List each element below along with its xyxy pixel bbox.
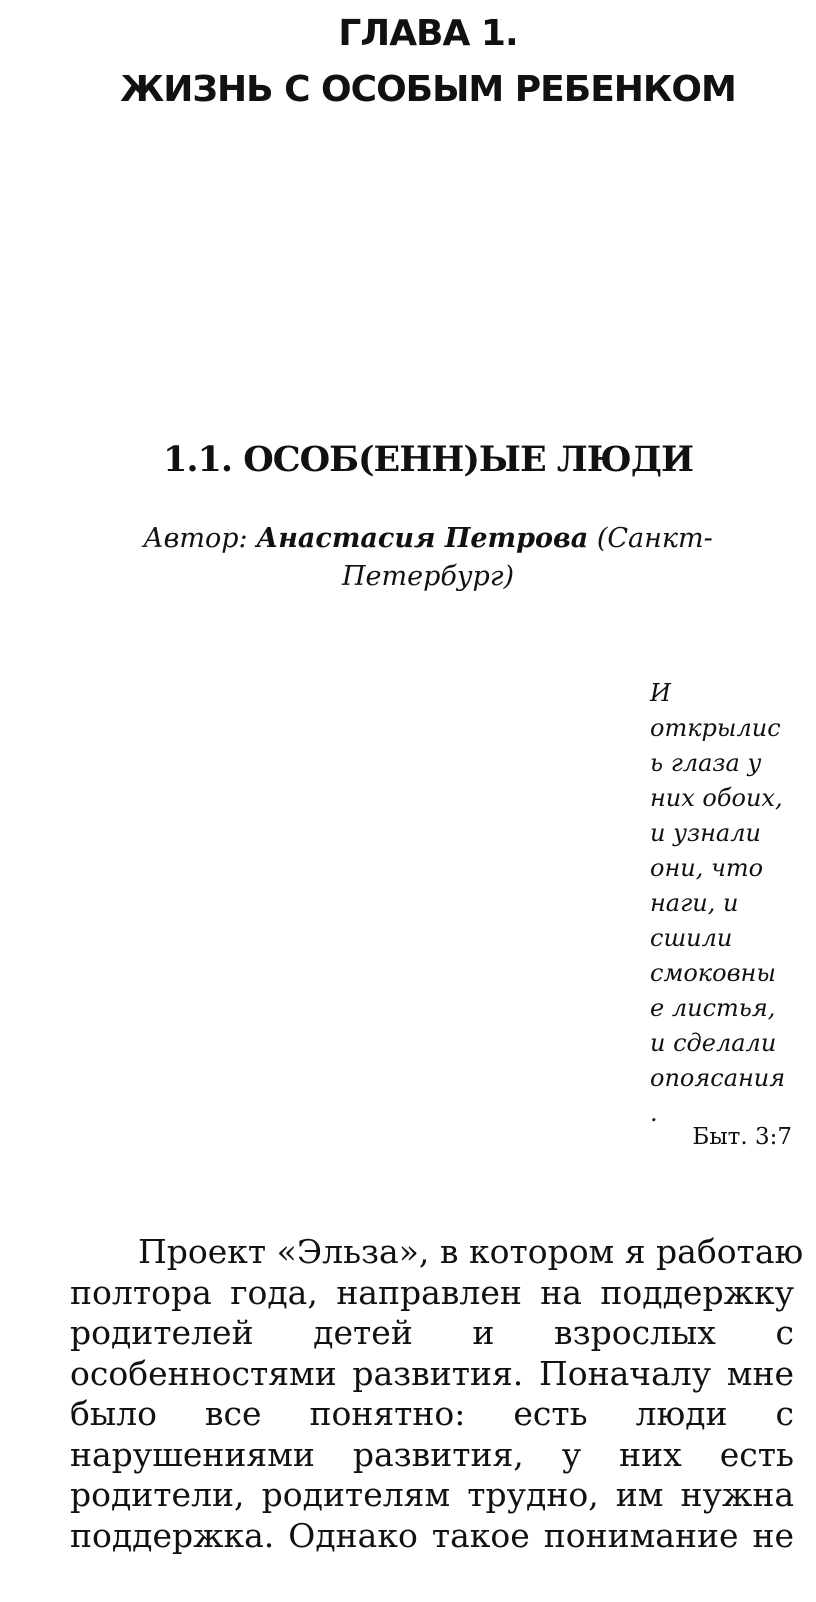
epigraph-line: опоясания xyxy=(650,1064,786,1092)
epigraph-line: . xyxy=(650,1099,658,1127)
chapter-name: ЖИЗНЬ С ОСОБЫМ РЕБЕНКОМ xyxy=(120,69,736,110)
paragraph-line: поддержка. Однако такое понимание не xyxy=(70,1515,794,1555)
paragraph-line: нарушениями развития, у них есть xyxy=(70,1434,794,1474)
body-paragraph xyxy=(70,1232,804,1556)
epigraph-source: Быт. 3:7 xyxy=(692,1124,792,1150)
paragraph-line: полтора года, направлен на поддержку xyxy=(70,1272,794,1312)
author-name: Анастасия Петрова xyxy=(256,523,589,554)
epigraph-line: они, что xyxy=(650,854,764,882)
author-credit xyxy=(90,520,766,596)
section-title: 1.1. ОСОБ(ЕНН)ЫЕ ЛЮДИ xyxy=(162,439,694,480)
epigraph-line: и узнали xyxy=(650,819,761,847)
epigraph-line: и сделали xyxy=(650,1029,777,1057)
chapter-title xyxy=(0,6,816,118)
epigraph-line: наги, и xyxy=(650,889,739,917)
epigraph-line: е листья, xyxy=(650,994,776,1022)
author-city-part1: (Санкт- xyxy=(596,523,713,554)
epigraph xyxy=(650,676,810,1131)
epigraph-line: сшили xyxy=(650,924,733,952)
author-city-part2: Петербург) xyxy=(342,561,514,592)
chapter-number: ГЛАВА 1. xyxy=(338,13,518,54)
epigraph-line: смоковны xyxy=(650,959,776,987)
paragraph-line: родителей детей и взрослых с xyxy=(70,1313,794,1352)
paragraph-line: Проект «Эльза», в котором я работаю xyxy=(138,1232,804,1271)
paragraph-line: было все понятно: есть люди с xyxy=(70,1394,794,1433)
epigraph-line: открылис xyxy=(650,714,781,742)
paragraph-line: особенностями развития. Поначалу мне xyxy=(70,1353,794,1393)
epigraph-line: ь глаза у xyxy=(650,749,762,777)
paragraph-line: родители, родителям трудно, им нужна xyxy=(70,1475,794,1514)
epigraph-line: них обоих, xyxy=(650,784,783,812)
author-prefix: Автор: xyxy=(143,523,248,554)
epigraph-line: И xyxy=(650,679,671,707)
